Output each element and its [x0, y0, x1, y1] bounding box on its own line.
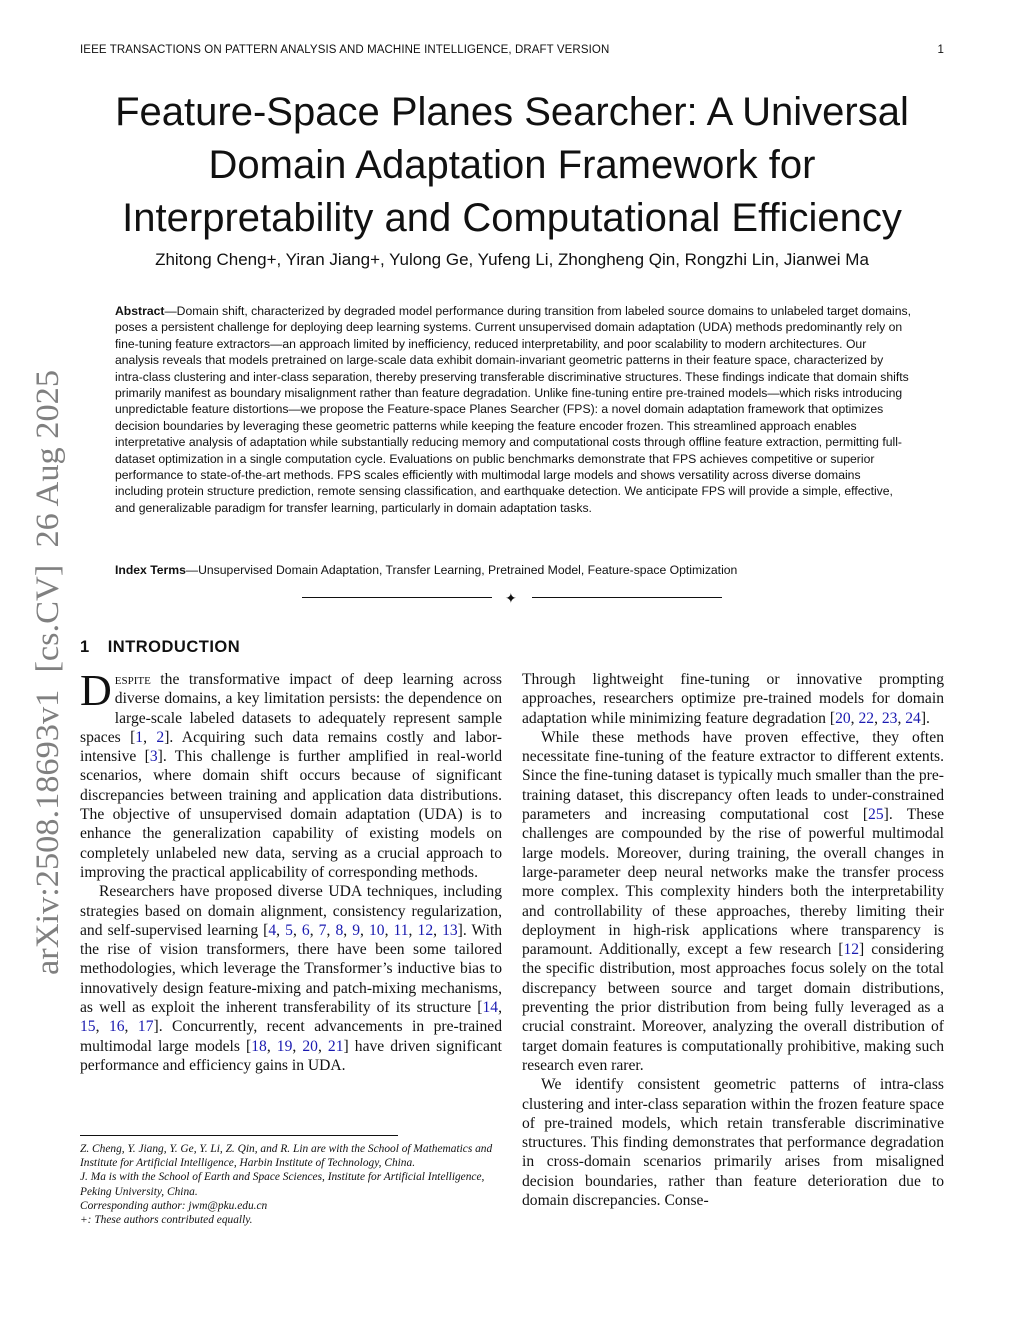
citation-link[interactable]: 6 [301, 921, 310, 939]
intro-paragraph-5: We identify consistent geometric patterns of intra-class clustering and inter-class separation within the frozen feature space of pre-trained models, which retain transferable discriminative structures. This finding demonstrates that performance degradation in cross-domain scenarios primarily arises from misaligned decision boundaries, rather than feature deterioration due to domain discrepancies. Conse- [522, 1076, 944, 1210]
page-number: 1 [937, 44, 944, 56]
paragraph-text: Through lightweight fine-tuning or innovative prompting approaches, researchers optimize pre-trained models for domain adaptation while minimizing feature degradation [ [522, 671, 944, 727]
index-terms-label: Index Terms [115, 563, 186, 577]
citation-link[interactable]: 20 [302, 1037, 318, 1055]
citation-link[interactable]: 25 [868, 806, 884, 824]
paragraph-text: ]. Acquiring such data remains costly and labor-intensive [ [80, 728, 503, 766]
footnote-rule [80, 1135, 398, 1136]
citation-link[interactable]: 7 [318, 921, 327, 939]
citation-link[interactable]: 23 [881, 709, 898, 727]
paragraph-text: the transformative impact of deep learning across diverse domains, a key limitation persists: the dependence on large-scale labeled datasets to adequately represent sample spaces [ [80, 671, 502, 746]
intro-paragraph-3: Through lightweight fine-tuning or innovative prompting approaches, researchers optimize pre-trained models for domain adaptation while minimizing feature degradation [20, 22, 23, 24]. [522, 671, 944, 727]
citation-link[interactable]: 2 [156, 728, 165, 746]
abstract-label: Abstract [115, 304, 165, 318]
footnotes [80, 1135, 502, 1227]
separator-diamond-icon: ✦ [505, 590, 517, 606]
section-separator [302, 591, 722, 605]
section-title: INTRODUCTION [107, 638, 241, 656]
citation-link[interactable]: 15 [80, 1018, 96, 1036]
running-header [80, 44, 944, 56]
intro-paragraph-4 [522, 728, 944, 1075]
citation-link[interactable]: 18 [251, 1037, 267, 1055]
author-list: Zhitong Cheng+, Yiran Jiang+, Yulong Ge, Yufeng Li, Zhongheng Qin, Rongzhi Lin, Jianwei Ma [155, 250, 869, 269]
footnote-affiliation-1: Z. Cheng, Y. Jiang, Y. Ge, Y. Li, Z. Qin, and R. Lin are with the School of Mathematics and Institute for Artificial Intelligence, Harbin Institute of Technology, China. [80, 1143, 493, 1170]
citation-link[interactable]: 1 [135, 728, 144, 746]
separator-line-left [302, 597, 492, 598]
paragraph-text: While these methods have proven effective, they often necessitate fine-tuning of the feature extractor to different extents. Since the fine-tuning dataset is typically much smaller than the pre-training dataset, this discrepancy often leads to under-constrained parameters and increasing computational cost [ [522, 728, 944, 824]
paragraph-text: ]. This challenge is further amplified in real-world scenarios, where domain shift occurs because of significant discrepancies between training and application data distributions. The objective of unsupervised domain adaptation (UDA) is to enhance the generalization capability of existing models on completely unlabeled new data, serving as a crucial approach to improving the practical applicability of corresponding methods. [80, 748, 503, 881]
intro-paragraph-1: Despite the transformative impact of deep learning across diverse domains, a key limitation persists: the dependence on large-scale labeled datasets to adequately represent sample spaces [1, 2]. Acquiring such data remains costly and labor-intensive [3]. This challenge is further amplified in real-world scenarios, where domain shift occurs because of significant discrepancies between training and application data distributions. The objective of unsupervised domain adaptation (UDA) is to enhance the generalization capability of existing models on completely unlabeled new data, serving as a crucial approach to improving the practical applicability of corresponding methods. [80, 666, 503, 881]
index-terms [115, 563, 911, 577]
citation-link[interactable]: 22 [858, 709, 875, 727]
citation-link[interactable]: 9 [352, 921, 360, 939]
drop-cap: D [80, 666, 112, 715]
citation-link[interactable]: 12 [417, 921, 434, 939]
citation-link[interactable]: 21 [327, 1037, 344, 1055]
citation-link[interactable]: 3 [149, 748, 158, 766]
citation-link[interactable]: 19 [276, 1037, 293, 1055]
citation-link[interactable]: 4 [268, 921, 277, 939]
citation-link[interactable]: 8 [335, 921, 344, 939]
paragraph-text: Researchers have proposed diverse UDA techniques, including strategies based on domain alignment, consistency regularization, and self-supervised learning [ [80, 883, 502, 939]
citation-link[interactable]: 20 [835, 709, 851, 727]
right-column [522, 670, 944, 1210]
paragraph-text: ]. Concurrently, recent advancements in pre-trained multimodal large models [ [80, 1018, 502, 1055]
left-column [80, 666, 503, 1075]
section-heading [80, 638, 240, 657]
separator-line-right [532, 597, 722, 598]
abstract [115, 303, 911, 516]
footnote-affiliation-2: J. Ma is with the School of Earth and Space Sciences, Institute for Artificial Intelligence, Peking University, China. [80, 1171, 485, 1198]
footnote-corresponding-author: Corresponding author: jwm@pku.edu.cn [80, 1199, 268, 1212]
citation-link[interactable]: 5 [285, 921, 293, 939]
citation-link[interactable]: 17 [137, 1018, 154, 1036]
index-terms-text: —Unsupervised Domain Adaptation, Transfer Learning, Pretrained Model, Feature-space Optimization [185, 563, 738, 577]
section-number: 1 [80, 638, 90, 656]
paragraph-text: ]. These challenges are compounded by the rise of powerful multimodal large models. Moreover, during training, the overall changes in large-parameter deep neural networks make the transfer process more complex. This complexity hinders both the interpretability and controllability of these approaches, thereby limiting their deployment in high-risk applications where transparency is paramount. Additionally, except a few research [ [522, 806, 944, 959]
citation-link[interactable]: 24 [905, 709, 921, 727]
paragraph-text: ] have driven significant performance and efficiency gains in UDA. [80, 1037, 503, 1074]
citation-link[interactable]: 10 [368, 921, 385, 939]
citation-link[interactable]: 12 [843, 941, 860, 959]
citation-link[interactable]: 16 [108, 1018, 125, 1036]
journal-name: IEEE TRANSACTIONS ON PATTERN ANALYSIS AND MACHINE INTELLIGENCE, DRAFT VERSION [80, 44, 610, 56]
intro-paragraph-2: Researchers have proposed diverse UDA techniques, including strategies based on domain alignment, consistency regularization, and self-supervised learning [4, 5, 6, 7, 8, 9, 10, 11, 12, 13]. With the rise of vision transformers, there have been some tailored methodologies, which leverage the Transformer’s inductive bias to innovatively design feature-mixing and patch-mixing mechanisms, as well as exploit the inherent transferability of its structure [14, 15, 16, 17]. Concurrently, recent advancements in pre-trained multimodal large models [18, 19, 20, 21] have driven significant performance and efficiency gains in UDA. [80, 883, 503, 1074]
paragraph-text: ]. With the rise of vision transformers, there have been some tailored methodologies, which leverage the Transformer’s inductive bias to innovatively design feature-mixing and patch-mixing mechanisms, as well as exploit the inherent transferability of its structure [ [80, 921, 503, 1017]
footnote-equal-contribution: +: These authors contributed equally. [80, 1214, 253, 1227]
paper-title: Feature-Space Planes Searcher: A Universal Domain Adaptation Framework for Interpretability and Computational Efficiency [115, 90, 909, 240]
citation-link[interactable]: 13 [442, 921, 458, 939]
paragraph-text: ]. [920, 709, 930, 727]
abstract-text: —Domain shift, characterized by degraded model performance during transition from labeled source domains to unlabeled target domains, poses a persistent challenge for deploying deep learning systems. Current unsupervised domain adaptation (UDA) methods predominantly rely on fine-tuning feature extractors—an approach limited by inefficiency, reduced interpretability, and poor scalability to modern architectures. Our analysis reveals that models pretrained on large-scale data exhibit domain-invariant geometric patterns in their feature space, characterized by intra-class clustering and inter-class separation, thereby preserving transferable discriminative structures. These findings indicate that domain shifts primarily manifest as boundary misalignment rather than feature degradation. Unlike fine-tuning entire pre-trained models—which risks introducing unpredictable feature distortions—we propose the Feature-space Planes Searcher (FPS): a novel domain adaptation framework that optimizes decision boundaries by leveraging these geometric patterns while keeping the feature encoder frozen. This streamlined approach enables interpretative analysis of adaptation while substantially reducing memory and computational costs through offline feature extraction, permitting full-dataset optimization in a single computation cycle. Evaluations on public benchmarks demonstrate that FPS achieves competitive or superior performance to state-of-the-art methods. FPS scales efficiently with multimodal large models and shows versatility across diverse domains including protein structure prediction, remote sensing classification, and earthquake detection. We anticipate FPS will provide a simple, effective, and generalizable paradigm for transfer learning, particularly in domain adaptation tasks. [115, 304, 912, 515]
drop-cap-continuation: espite [114, 671, 151, 688]
citation-link[interactable]: 14 [482, 999, 499, 1017]
arxiv-identifier[interactable]: arXiv:2508.18693v1 [cs.CV] 26 Aug 2025 [30, 402, 66, 975]
paragraph-text: ] considering the specific distribution, most approaches focus solely on the total discrepancy between source and target domain distributions, preventing the prior distribution from being fully leveraged as a crucial constraint. Moreover, analyzing the overall distribution of target domain features is computationally prohibitive, making such research even rarer. [522, 941, 944, 1074]
citation-link[interactable]: 11 [393, 921, 409, 939]
arxiv-stamp[interactable] [14, 365, 74, 985]
